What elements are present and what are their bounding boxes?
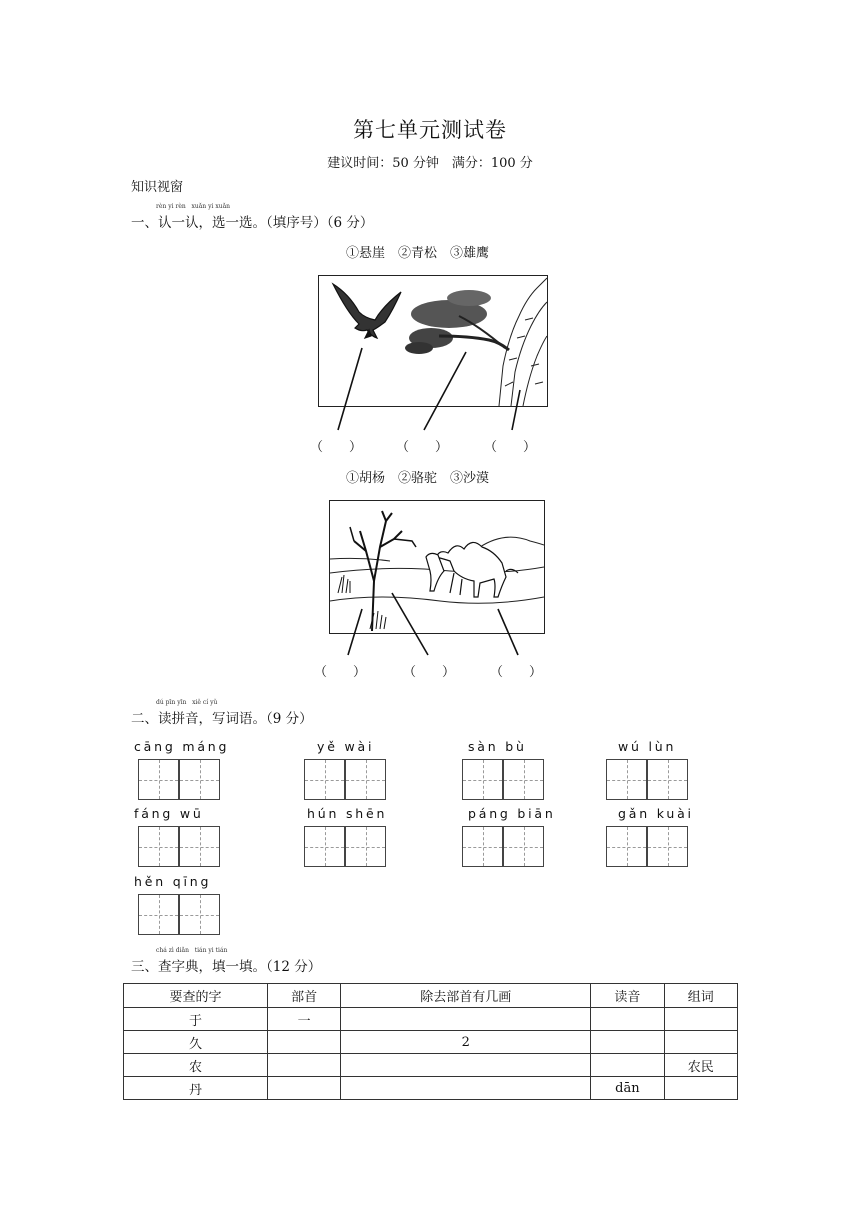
ruby-syllable: cí bbox=[202, 699, 209, 706]
pinyin-label: páng biān bbox=[468, 806, 556, 821]
q2-heading: 二、读拼音，写词语。（9 分） bbox=[131, 711, 313, 727]
table-cell: 于 bbox=[124, 1008, 268, 1031]
pinyin-label: gǎn kuài bbox=[618, 806, 694, 821]
ruby-syllable: yi bbox=[208, 203, 214, 210]
ruby-syllable: xiě bbox=[192, 699, 201, 706]
column-header: 除去部首有几画 bbox=[341, 984, 591, 1008]
pinyin-label: yě wài bbox=[317, 739, 375, 754]
ruby-syllable: rèn bbox=[156, 203, 167, 210]
column-header: 组词 bbox=[664, 984, 737, 1008]
pinyin-label: sàn bù bbox=[468, 739, 527, 754]
table-row bbox=[124, 1077, 738, 1100]
table-cell[interactable] bbox=[341, 1054, 591, 1077]
dictionary-table bbox=[123, 983, 738, 1100]
q1-pointer-lines-b bbox=[330, 565, 560, 665]
column-header: 读音 bbox=[591, 984, 664, 1008]
writing-grid-cell[interactable] bbox=[138, 826, 179, 867]
writing-grid-cell[interactable] bbox=[647, 826, 688, 867]
table-cell[interactable]: dān bbox=[591, 1077, 664, 1100]
writing-grid-cell[interactable] bbox=[179, 826, 220, 867]
q1-options-b: ①胡杨 ②骆驼 ③沙漠 bbox=[346, 471, 490, 486]
table-cell: 农 bbox=[124, 1054, 268, 1077]
table-cell[interactable] bbox=[267, 1077, 340, 1100]
table-cell[interactable] bbox=[267, 1054, 340, 1077]
ruby-syllable: tián bbox=[194, 947, 207, 954]
q2-ruby bbox=[156, 699, 217, 706]
q3-heading: 三、查字典，填一填。（12 分） bbox=[131, 959, 322, 975]
answer-blank[interactable]: （ ） bbox=[403, 665, 456, 680]
writing-grid-cell[interactable] bbox=[606, 826, 647, 867]
table-cell: 丹 bbox=[124, 1077, 268, 1100]
ruby-syllable: tián bbox=[215, 947, 228, 954]
table-cell[interactable] bbox=[664, 1031, 737, 1054]
ruby-syllable: xuǎn bbox=[215, 203, 231, 210]
writing-grid-cell[interactable] bbox=[345, 826, 386, 867]
writing-grid-cell[interactable] bbox=[179, 894, 220, 935]
table-row bbox=[124, 1054, 738, 1077]
writing-grid-cell[interactable] bbox=[138, 759, 179, 800]
writing-grid-cell[interactable] bbox=[503, 759, 544, 800]
answer-blank[interactable]: （ ） bbox=[310, 440, 363, 455]
column-header: 部首 bbox=[267, 984, 340, 1008]
writing-grid-cell[interactable] bbox=[462, 826, 503, 867]
page-subtitle: 建议时间：50 分钟 满分：100 分 bbox=[327, 156, 533, 171]
q3-ruby bbox=[156, 947, 227, 954]
table-cell: 久 bbox=[124, 1031, 268, 1054]
ruby-syllable: chá bbox=[156, 947, 167, 954]
table-cell[interactable] bbox=[591, 1054, 664, 1077]
ruby-syllable: rèn bbox=[175, 203, 186, 210]
writing-grid-cell[interactable] bbox=[304, 759, 345, 800]
ruby-syllable: pīn bbox=[165, 699, 176, 706]
answer-blank[interactable]: （ ） bbox=[314, 665, 367, 680]
table-cell[interactable] bbox=[267, 1031, 340, 1054]
ruby-syllable: xuǎn bbox=[191, 203, 207, 210]
q1-pointer-lines-a bbox=[320, 340, 560, 440]
column-header: 要查的字 bbox=[124, 984, 268, 1008]
ruby-syllable: yi bbox=[208, 947, 214, 954]
table-cell[interactable] bbox=[664, 1008, 737, 1031]
pinyin-label: hún shēn bbox=[307, 806, 388, 821]
writing-grid-cell[interactable] bbox=[503, 826, 544, 867]
ruby-syllable: yi bbox=[168, 203, 174, 210]
writing-grid-cell[interactable] bbox=[345, 759, 386, 800]
table-row bbox=[124, 1031, 738, 1054]
table-row bbox=[124, 1008, 738, 1031]
writing-grid-cell[interactable] bbox=[179, 759, 220, 800]
pinyin-label: fáng wū bbox=[134, 806, 204, 821]
table-header-row bbox=[124, 984, 738, 1008]
answer-blank[interactable]: （ ） bbox=[396, 440, 449, 455]
table-cell[interactable] bbox=[341, 1008, 591, 1031]
q1-options-a: ①悬崖 ②青松 ③雄鹰 bbox=[346, 246, 490, 261]
page-title: 第七单元测试卷 bbox=[353, 118, 507, 142]
table-cell[interactable] bbox=[591, 1008, 664, 1031]
writing-grid-cell[interactable] bbox=[304, 826, 345, 867]
q1-ruby bbox=[156, 203, 230, 210]
table-cell[interactable]: 一 bbox=[267, 1008, 340, 1031]
table-cell[interactable] bbox=[664, 1077, 737, 1100]
answer-blank[interactable]: （ ） bbox=[484, 440, 537, 455]
eagle-icon bbox=[333, 284, 401, 338]
table-cell[interactable] bbox=[341, 1077, 591, 1100]
pinyin-label: hěn qīng bbox=[134, 874, 212, 889]
section-label: 知识视窗 bbox=[131, 180, 184, 195]
writing-grid-cell[interactable] bbox=[647, 759, 688, 800]
pinyin-label: cāng máng bbox=[134, 739, 230, 754]
answer-blank[interactable]: （ ） bbox=[490, 665, 543, 680]
ruby-syllable: dú bbox=[156, 699, 164, 706]
ruby-syllable: yīn bbox=[177, 699, 187, 706]
table-cell[interactable]: 农民 bbox=[664, 1054, 737, 1077]
writing-grid-cell[interactable] bbox=[462, 759, 503, 800]
pinyin-label: wú lùn bbox=[618, 739, 677, 754]
writing-grid-cell[interactable] bbox=[606, 759, 647, 800]
ruby-syllable: zì bbox=[168, 947, 174, 954]
ruby-syllable: yǔ bbox=[210, 699, 218, 706]
writing-grid-cell[interactable] bbox=[138, 894, 179, 935]
ruby-syllable: diǎn bbox=[175, 947, 189, 954]
q1-heading: 一、认一认，选一选。（填序号）（6 分） bbox=[131, 215, 374, 231]
table-cell[interactable]: 2 bbox=[341, 1031, 591, 1054]
table-cell[interactable] bbox=[591, 1031, 664, 1054]
